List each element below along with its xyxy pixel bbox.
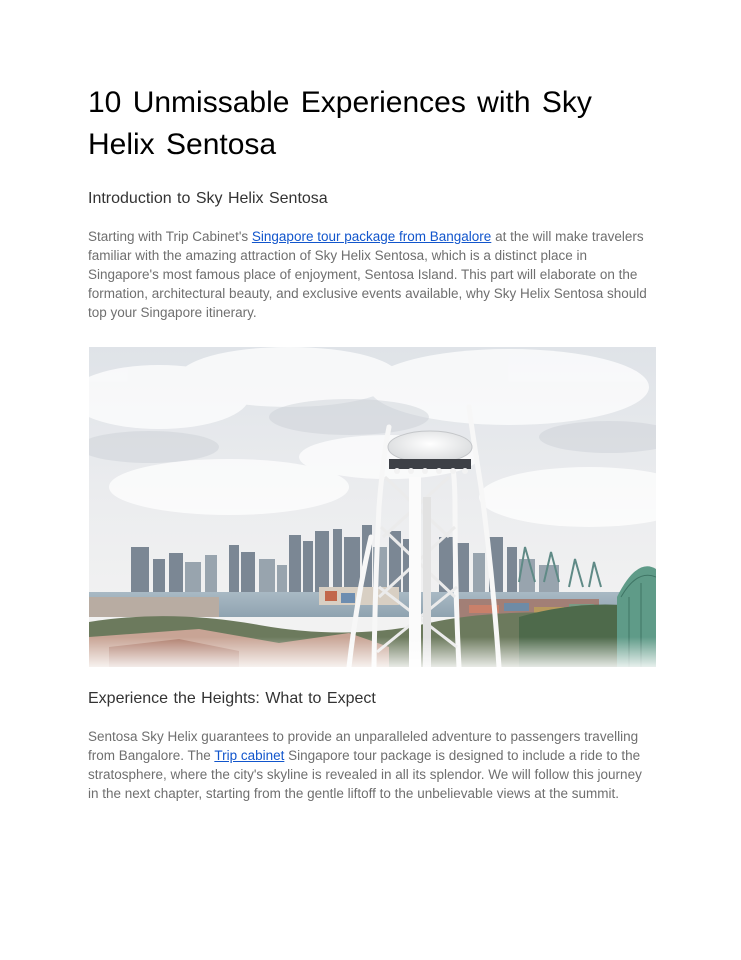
sky-helix-photo <box>89 347 656 667</box>
intro-text-after-link: at the will make travelers familiar with the amazing attraction of Sky Helix Sentosa, which is a distinct place in Singapore's most famous place of enjoyment, Sentosa Island. This part will elaborate on the formation, architectural beauty, and exclusive events available, why Sky Helix Sentosa should top your Singapore itinerary. <box>88 229 647 320</box>
intro-text-before-link: Starting with Trip Cabinet's <box>88 229 252 244</box>
trip-cabinet-link[interactable]: Trip cabinet <box>214 748 285 763</box>
section-heading-introduction: Introduction to Sky Helix Sentosa <box>88 190 328 207</box>
singapore-tour-package-link[interactable]: Singapore tour package from Bangalore <box>251 229 492 244</box>
experience-text-after-link: Singapore tour package is designed to include a ride to the stratosphere, where the city's skyline is revealed in all its splendor. We will follow this journey in the next chapter, starting from the gentle liftoff to the unbelievable views at the summit. <box>88 748 642 801</box>
page-title: 10 Unmissable Experiences with Sky Helix Sentosa <box>88 86 592 161</box>
section-heading-experience: Experience the Heights: What to Expect <box>88 690 376 707</box>
experience-paragraph <box>88 727 648 803</box>
experience-text-before-link: Sentosa Sky Helix guarantees to provide an unparalleled adventure to passengers travelling from Bangalore. The <box>88 729 639 763</box>
intro-paragraph <box>88 227 648 322</box>
